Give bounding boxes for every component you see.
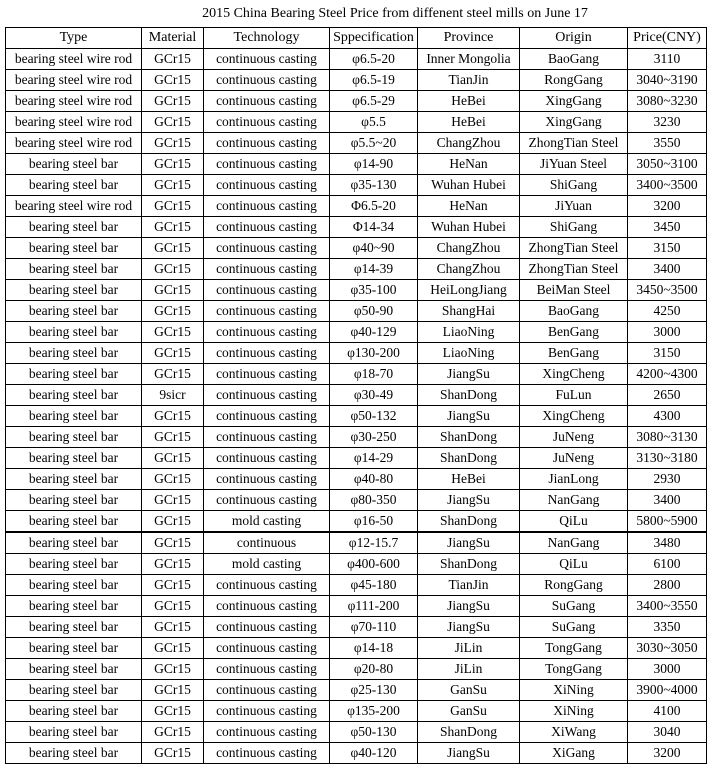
cell-specification: φ14-18 bbox=[330, 638, 418, 659]
cell-origin: NanGang bbox=[520, 532, 628, 554]
table-row bbox=[6, 154, 707, 175]
cell-origin: RongGang bbox=[520, 575, 628, 596]
cell-material: GCr15 bbox=[142, 112, 204, 133]
cell-province: JiangSu bbox=[418, 406, 520, 427]
cell-specification: φ130-200 bbox=[330, 343, 418, 364]
cell-material: GCr15 bbox=[142, 238, 204, 259]
table-row bbox=[6, 743, 707, 764]
table-row bbox=[6, 238, 707, 259]
cell-type: bearing steel bar bbox=[6, 238, 142, 259]
cell-type: bearing steel bar bbox=[6, 280, 142, 301]
cell-origin: JianLong bbox=[520, 469, 628, 490]
cell-material: GCr15 bbox=[142, 406, 204, 427]
table-row bbox=[6, 659, 707, 680]
cell-province: JiangSu bbox=[418, 617, 520, 638]
cell-price: 4300 bbox=[628, 406, 707, 427]
cell-origin: XingGang bbox=[520, 112, 628, 133]
cell-material: GCr15 bbox=[142, 448, 204, 469]
table-row bbox=[6, 343, 707, 364]
cell-material: GCr15 bbox=[142, 343, 204, 364]
table-body bbox=[6, 49, 707, 764]
cell-technology: mold casting bbox=[204, 511, 330, 533]
table-row bbox=[6, 469, 707, 490]
cell-province: HeNan bbox=[418, 154, 520, 175]
cell-price: 3200 bbox=[628, 196, 707, 217]
cell-origin: FuLun bbox=[520, 385, 628, 406]
cell-material: GCr15 bbox=[142, 259, 204, 280]
column-header-technology: Technology bbox=[204, 28, 330, 49]
cell-province: ShanDong bbox=[418, 448, 520, 469]
cell-material: GCr15 bbox=[142, 280, 204, 301]
cell-material: GCr15 bbox=[142, 511, 204, 533]
cell-specification: φ400-600 bbox=[330, 554, 418, 575]
cell-specification: φ5.5 bbox=[330, 112, 418, 133]
cell-origin: BenGang bbox=[520, 322, 628, 343]
cell-technology: continuous casting bbox=[204, 406, 330, 427]
header-row bbox=[6, 28, 707, 49]
cell-material: GCr15 bbox=[142, 364, 204, 385]
cell-type: bearing steel wire rod bbox=[6, 91, 142, 112]
table-row bbox=[6, 280, 707, 301]
cell-material: GCr15 bbox=[142, 49, 204, 70]
cell-origin: JiYuan bbox=[520, 196, 628, 217]
cell-technology: continuous casting bbox=[204, 638, 330, 659]
cell-material: GCr15 bbox=[142, 701, 204, 722]
cell-origin: JuNeng bbox=[520, 427, 628, 448]
cell-type: bearing steel bar bbox=[6, 364, 142, 385]
cell-origin: JuNeng bbox=[520, 448, 628, 469]
cell-type: bearing steel bar bbox=[6, 680, 142, 701]
cell-type: bearing steel bar bbox=[6, 427, 142, 448]
table-row bbox=[6, 680, 707, 701]
cell-province: JiangSu bbox=[418, 532, 520, 554]
cell-province: HeNan bbox=[418, 196, 520, 217]
cell-origin: QiLu bbox=[520, 554, 628, 575]
cell-province: ChangZhou bbox=[418, 133, 520, 154]
cell-origin: XiNing bbox=[520, 701, 628, 722]
cell-specification: φ35-100 bbox=[330, 280, 418, 301]
cell-province: LiaoNing bbox=[418, 322, 520, 343]
cell-origin: ZhongTian Steel bbox=[520, 133, 628, 154]
cell-origin: ShiGang bbox=[520, 175, 628, 196]
cell-technology: continuous bbox=[204, 532, 330, 554]
cell-price: 3000 bbox=[628, 322, 707, 343]
cell-origin: TongGang bbox=[520, 638, 628, 659]
cell-specification: φ50-90 bbox=[330, 301, 418, 322]
cell-specification: Φ6.5-20 bbox=[330, 196, 418, 217]
cell-price: 2650 bbox=[628, 385, 707, 406]
table-row bbox=[6, 638, 707, 659]
cell-price: 3130~3180 bbox=[628, 448, 707, 469]
table-row bbox=[6, 49, 707, 70]
cell-province: GanSu bbox=[418, 701, 520, 722]
table-row bbox=[6, 427, 707, 448]
cell-origin: BenGang bbox=[520, 343, 628, 364]
cell-technology: continuous casting bbox=[204, 154, 330, 175]
cell-origin: ZhongTian Steel bbox=[520, 238, 628, 259]
cell-technology: continuous casting bbox=[204, 49, 330, 70]
table-row bbox=[6, 322, 707, 343]
cell-material: GCr15 bbox=[142, 91, 204, 112]
cell-type: bearing steel wire rod bbox=[6, 49, 142, 70]
page-title: 2015 China Bearing Steel Price from diffenent steel mills on June 17 bbox=[202, 6, 588, 21]
cell-technology: continuous casting bbox=[204, 196, 330, 217]
cell-technology: continuous casting bbox=[204, 259, 330, 280]
cell-technology: continuous casting bbox=[204, 70, 330, 91]
cell-origin: RongGang bbox=[520, 70, 628, 91]
cell-province: ShanDong bbox=[418, 385, 520, 406]
cell-origin: QiLu bbox=[520, 511, 628, 533]
cell-material: GCr15 bbox=[142, 217, 204, 238]
cell-technology: continuous casting bbox=[204, 280, 330, 301]
cell-origin: XiNing bbox=[520, 680, 628, 701]
cell-price: 6100 bbox=[628, 554, 707, 575]
cell-technology: continuous casting bbox=[204, 680, 330, 701]
cell-price: 3110 bbox=[628, 49, 707, 70]
cell-material: GCr15 bbox=[142, 175, 204, 196]
cell-type: bearing steel wire rod bbox=[6, 133, 142, 154]
table-row bbox=[6, 217, 707, 238]
cell-material: GCr15 bbox=[142, 490, 204, 511]
cell-origin: XiWang bbox=[520, 722, 628, 743]
cell-specification: φ50-130 bbox=[330, 722, 418, 743]
cell-province: ShanDong bbox=[418, 554, 520, 575]
cell-origin: ShiGang bbox=[520, 217, 628, 238]
cell-price: 2930 bbox=[628, 469, 707, 490]
cell-price: 3350 bbox=[628, 617, 707, 638]
cell-origin: BeiMan Steel bbox=[520, 280, 628, 301]
cell-type: bearing steel bar bbox=[6, 743, 142, 764]
cell-technology: continuous casting bbox=[204, 364, 330, 385]
cell-province: JiangSu bbox=[418, 490, 520, 511]
cell-material: GCr15 bbox=[142, 322, 204, 343]
cell-origin: BaoGang bbox=[520, 49, 628, 70]
cell-specification: φ20-80 bbox=[330, 659, 418, 680]
cell-specification: φ40~90 bbox=[330, 238, 418, 259]
cell-origin: XingCheng bbox=[520, 406, 628, 427]
cell-type: bearing steel bar bbox=[6, 575, 142, 596]
price-table bbox=[5, 27, 707, 764]
cell-specification: φ80-350 bbox=[330, 490, 418, 511]
cell-material: GCr15 bbox=[142, 659, 204, 680]
cell-specification: φ18-70 bbox=[330, 364, 418, 385]
cell-province: TianJin bbox=[418, 575, 520, 596]
cell-price: 3450 bbox=[628, 217, 707, 238]
cell-specification: φ111-200 bbox=[330, 596, 418, 617]
table-row bbox=[6, 364, 707, 385]
cell-price: 3400 bbox=[628, 490, 707, 511]
cell-province: LiaoNing bbox=[418, 343, 520, 364]
cell-province: JiangSu bbox=[418, 364, 520, 385]
table-row bbox=[6, 196, 707, 217]
cell-province: ChangZhou bbox=[418, 238, 520, 259]
cell-price: 3150 bbox=[628, 238, 707, 259]
cell-origin: XingCheng bbox=[520, 364, 628, 385]
cell-province: ShanDong bbox=[418, 722, 520, 743]
cell-type: bearing steel bar bbox=[6, 554, 142, 575]
cell-type: bearing steel bar bbox=[6, 638, 142, 659]
cell-specification: φ14-90 bbox=[330, 154, 418, 175]
table-row bbox=[6, 406, 707, 427]
cell-price: 3480 bbox=[628, 532, 707, 554]
cell-province: HeiLongJiang bbox=[418, 280, 520, 301]
table-row bbox=[6, 91, 707, 112]
cell-province: JiLin bbox=[418, 638, 520, 659]
cell-specification: φ6.5-19 bbox=[330, 70, 418, 91]
table-row bbox=[6, 575, 707, 596]
cell-price: 3400~3550 bbox=[628, 596, 707, 617]
cell-technology: continuous casting bbox=[204, 175, 330, 196]
cell-price: 3550 bbox=[628, 133, 707, 154]
cell-price: 3200 bbox=[628, 743, 707, 764]
cell-origin: TongGang bbox=[520, 659, 628, 680]
cell-material: GCr15 bbox=[142, 722, 204, 743]
cell-material: GCr15 bbox=[142, 743, 204, 764]
cell-price: 3400 bbox=[628, 259, 707, 280]
cell-technology: continuous casting bbox=[204, 133, 330, 154]
cell-origin: ZhongTian Steel bbox=[520, 259, 628, 280]
cell-type: bearing steel bar bbox=[6, 490, 142, 511]
cell-technology: continuous casting bbox=[204, 490, 330, 511]
cell-specification: φ16-50 bbox=[330, 511, 418, 533]
table-row bbox=[6, 554, 707, 575]
cell-origin: SuGang bbox=[520, 617, 628, 638]
cell-province: Wuhan Hubei bbox=[418, 217, 520, 238]
cell-type: bearing steel bar bbox=[6, 448, 142, 469]
cell-province: HeBei bbox=[418, 112, 520, 133]
cell-price: 3040 bbox=[628, 722, 707, 743]
cell-type: bearing steel bar bbox=[6, 406, 142, 427]
cell-province: Inner Mongolia bbox=[418, 49, 520, 70]
cell-technology: continuous casting bbox=[204, 448, 330, 469]
cell-specification: φ40-129 bbox=[330, 322, 418, 343]
cell-price: 2800 bbox=[628, 575, 707, 596]
cell-type: bearing steel wire rod bbox=[6, 196, 142, 217]
cell-specification: φ5.5~20 bbox=[330, 133, 418, 154]
cell-price: 4250 bbox=[628, 301, 707, 322]
cell-specification: φ35-130 bbox=[330, 175, 418, 196]
cell-technology: continuous casting bbox=[204, 659, 330, 680]
cell-specification: φ12-15.7 bbox=[330, 532, 418, 554]
cell-specification: φ6.5-29 bbox=[330, 91, 418, 112]
cell-type: bearing steel bar bbox=[6, 385, 142, 406]
table-row bbox=[6, 701, 707, 722]
cell-specification: φ70-110 bbox=[330, 617, 418, 638]
cell-origin: XingGang bbox=[520, 91, 628, 112]
table-row bbox=[6, 70, 707, 91]
cell-specification: φ40-80 bbox=[330, 469, 418, 490]
cell-material: GCr15 bbox=[142, 70, 204, 91]
table-row bbox=[6, 175, 707, 196]
cell-type: bearing steel wire rod bbox=[6, 112, 142, 133]
cell-type: bearing steel bar bbox=[6, 322, 142, 343]
cell-material: GCr15 bbox=[142, 680, 204, 701]
cell-price: 3400~3500 bbox=[628, 175, 707, 196]
cell-price: 3900~4000 bbox=[628, 680, 707, 701]
cell-type: bearing steel bar bbox=[6, 701, 142, 722]
cell-specification: φ50-132 bbox=[330, 406, 418, 427]
cell-type: bearing steel bar bbox=[6, 511, 142, 533]
cell-province: JiangSu bbox=[418, 596, 520, 617]
cell-technology: continuous casting bbox=[204, 322, 330, 343]
cell-specification: φ14-39 bbox=[330, 259, 418, 280]
cell-type: bearing steel bar bbox=[6, 154, 142, 175]
table-row bbox=[6, 617, 707, 638]
cell-technology: continuous casting bbox=[204, 217, 330, 238]
cell-material: GCr15 bbox=[142, 532, 204, 554]
cell-specification: φ14-29 bbox=[330, 448, 418, 469]
cell-price: 4200~4300 bbox=[628, 364, 707, 385]
cell-type: bearing steel wire rod bbox=[6, 70, 142, 91]
table-row bbox=[6, 596, 707, 617]
cell-technology: continuous casting bbox=[204, 427, 330, 448]
cell-origin: NanGang bbox=[520, 490, 628, 511]
cell-specification: φ45-180 bbox=[330, 575, 418, 596]
cell-type: bearing steel bar bbox=[6, 217, 142, 238]
cell-material: GCr15 bbox=[142, 617, 204, 638]
table-row bbox=[6, 448, 707, 469]
column-header-origin: Origin bbox=[520, 28, 628, 49]
cell-technology: continuous casting bbox=[204, 743, 330, 764]
cell-origin: JiYuan Steel bbox=[520, 154, 628, 175]
table-row bbox=[6, 532, 707, 554]
cell-price: 3080~3130 bbox=[628, 427, 707, 448]
cell-specification: φ135-200 bbox=[330, 701, 418, 722]
cell-province: ShanDong bbox=[418, 511, 520, 533]
cell-technology: continuous casting bbox=[204, 701, 330, 722]
table-row bbox=[6, 301, 707, 322]
cell-material: 9sicr bbox=[142, 385, 204, 406]
cell-price: 4100 bbox=[628, 701, 707, 722]
table-row bbox=[6, 490, 707, 511]
cell-type: bearing steel bar bbox=[6, 175, 142, 196]
cell-province: HeBei bbox=[418, 469, 520, 490]
column-header-type: Type bbox=[6, 28, 142, 49]
cell-specification: φ40-120 bbox=[330, 743, 418, 764]
table-row bbox=[6, 722, 707, 743]
table-row bbox=[6, 259, 707, 280]
cell-material: GCr15 bbox=[142, 638, 204, 659]
cell-type: bearing steel bar bbox=[6, 259, 142, 280]
cell-technology: continuous casting bbox=[204, 469, 330, 490]
cell-type: bearing steel bar bbox=[6, 469, 142, 490]
cell-price: 3000 bbox=[628, 659, 707, 680]
cell-material: GCr15 bbox=[142, 575, 204, 596]
cell-material: GCr15 bbox=[142, 469, 204, 490]
cell-material: GCr15 bbox=[142, 133, 204, 154]
column-header-material: Material bbox=[142, 28, 204, 49]
cell-price: 5800~5900 bbox=[628, 511, 707, 533]
cell-origin: BaoGang bbox=[520, 301, 628, 322]
cell-technology: continuous casting bbox=[204, 112, 330, 133]
cell-province: JiLin bbox=[418, 659, 520, 680]
cell-technology: continuous casting bbox=[204, 301, 330, 322]
cell-type: bearing steel bar bbox=[6, 343, 142, 364]
cell-province: ShangHai bbox=[418, 301, 520, 322]
cell-technology: continuous casting bbox=[204, 385, 330, 406]
cell-province: Wuhan Hubei bbox=[418, 175, 520, 196]
cell-province: TianJin bbox=[418, 70, 520, 91]
cell-technology: continuous casting bbox=[204, 596, 330, 617]
cell-technology: continuous casting bbox=[204, 575, 330, 596]
cell-material: GCr15 bbox=[142, 301, 204, 322]
cell-price: 3040~3190 bbox=[628, 70, 707, 91]
cell-specification: Φ14-34 bbox=[330, 217, 418, 238]
cell-type: bearing steel bar bbox=[6, 532, 142, 554]
table-row bbox=[6, 133, 707, 154]
cell-technology: continuous casting bbox=[204, 722, 330, 743]
cell-province: ChangZhou bbox=[418, 259, 520, 280]
cell-province: ShanDong bbox=[418, 427, 520, 448]
cell-type: bearing steel bar bbox=[6, 617, 142, 638]
cell-price: 3230 bbox=[628, 112, 707, 133]
cell-type: bearing steel bar bbox=[6, 596, 142, 617]
cell-technology: continuous casting bbox=[204, 238, 330, 259]
cell-province: HeBei bbox=[418, 91, 520, 112]
cell-material: GCr15 bbox=[142, 554, 204, 575]
cell-specification: φ30-49 bbox=[330, 385, 418, 406]
column-header-province: Province bbox=[418, 28, 520, 49]
cell-technology: mold casting bbox=[204, 554, 330, 575]
cell-technology: continuous casting bbox=[204, 617, 330, 638]
cell-type: bearing steel bar bbox=[6, 301, 142, 322]
cell-type: bearing steel bar bbox=[6, 659, 142, 680]
cell-technology: continuous casting bbox=[204, 91, 330, 112]
cell-specification: φ25-130 bbox=[330, 680, 418, 701]
column-header-price: Price(CNY) bbox=[628, 28, 707, 49]
cell-province: JiangSu bbox=[418, 743, 520, 764]
cell-price: 3050~3100 bbox=[628, 154, 707, 175]
cell-type: bearing steel bar bbox=[6, 722, 142, 743]
cell-specification: φ30-250 bbox=[330, 427, 418, 448]
cell-technology: continuous casting bbox=[204, 343, 330, 364]
cell-specification: φ6.5-20 bbox=[330, 49, 418, 70]
cell-price: 3150 bbox=[628, 343, 707, 364]
cell-material: GCr15 bbox=[142, 154, 204, 175]
table-row bbox=[6, 511, 707, 533]
cell-material: GCr15 bbox=[142, 427, 204, 448]
table-row bbox=[6, 385, 707, 406]
cell-origin: XiGang bbox=[520, 743, 628, 764]
cell-province: GanSu bbox=[418, 680, 520, 701]
cell-material: GCr15 bbox=[142, 196, 204, 217]
cell-origin: SuGang bbox=[520, 596, 628, 617]
cell-price: 3080~3230 bbox=[628, 91, 707, 112]
table-row bbox=[6, 112, 707, 133]
cell-price: 3030~3050 bbox=[628, 638, 707, 659]
column-header-specification: Sppecification bbox=[330, 28, 418, 49]
cell-price: 3450~3500 bbox=[628, 280, 707, 301]
cell-material: GCr15 bbox=[142, 596, 204, 617]
